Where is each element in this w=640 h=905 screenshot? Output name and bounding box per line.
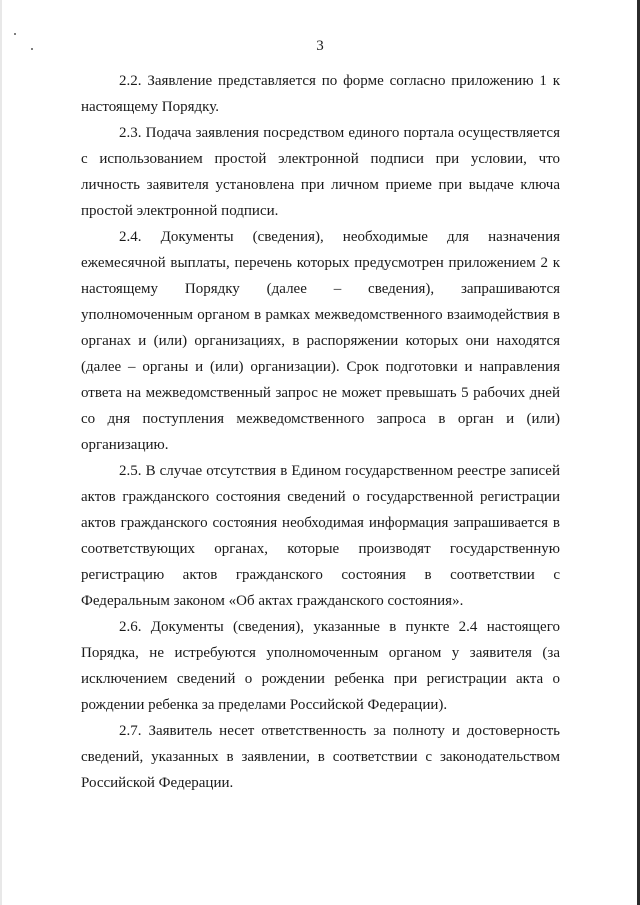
- paragraph-2-3: 2.3. Подача заявления посредством единого портала осуществляется с использованием простой электронной подписи при условии, что личность заявителя установлена при личном приеме при выдаче ключа простой электронной подписи.: [81, 125, 560, 219]
- page-number: 3: [316, 38, 324, 54]
- document-body: [81, 68, 560, 796]
- paragraph-2-6: 2.6. Документы (сведения), указанные в пункте 2.4 настоящего Порядка, не истребуются уполномоченным органом у заявителя (за исключением сведений о рождении ребенка при регистрации акта о рождении ребенка за пределами Российской Федерации).: [81, 619, 560, 713]
- scan-speck: [14, 33, 16, 35]
- paragraph-2-2: 2.2. Заявление представляется по форме согласно приложению 1 к настоящему Порядку.: [81, 73, 560, 115]
- scan-shadow-left: [0, 0, 2, 905]
- paragraph-2-7: 2.7. Заявитель несет ответственность за полноту и достоверность сведений, указанных в заявлении, в соответствии с законодательством Российской Федерации.: [81, 723, 560, 791]
- paragraph-2-4: 2.4. Документы (сведения), необходимые для назначения ежемесячной выплаты, перечень которых предусмотрен приложением 2 к настоящему Порядку (далее – сведения), запрашиваются уполномоченным органом в рамках межведомственного взаимодействия в органах и (или) организациях, в распоряжении которых они находятся (далее – органы и (или) организации). Срок подготовки и направления ответа на межведомственный запрос не может превышать 5 рабочих дней со дня поступления межведомственного запроса в орган и (или) организацию.: [81, 229, 560, 453]
- paragraph-2-5: 2.5. В случае отсутствия в Едином государственном реестре записей актов гражданского состояния сведений о государственной регистрации актов гражданского состояния необходимая информация запрашивается в соответствующих органах, которые производят государственную регистрацию актов гражданского состояния в соответствии с Федеральным законом «Об актах гражданского состояния».: [81, 463, 560, 609]
